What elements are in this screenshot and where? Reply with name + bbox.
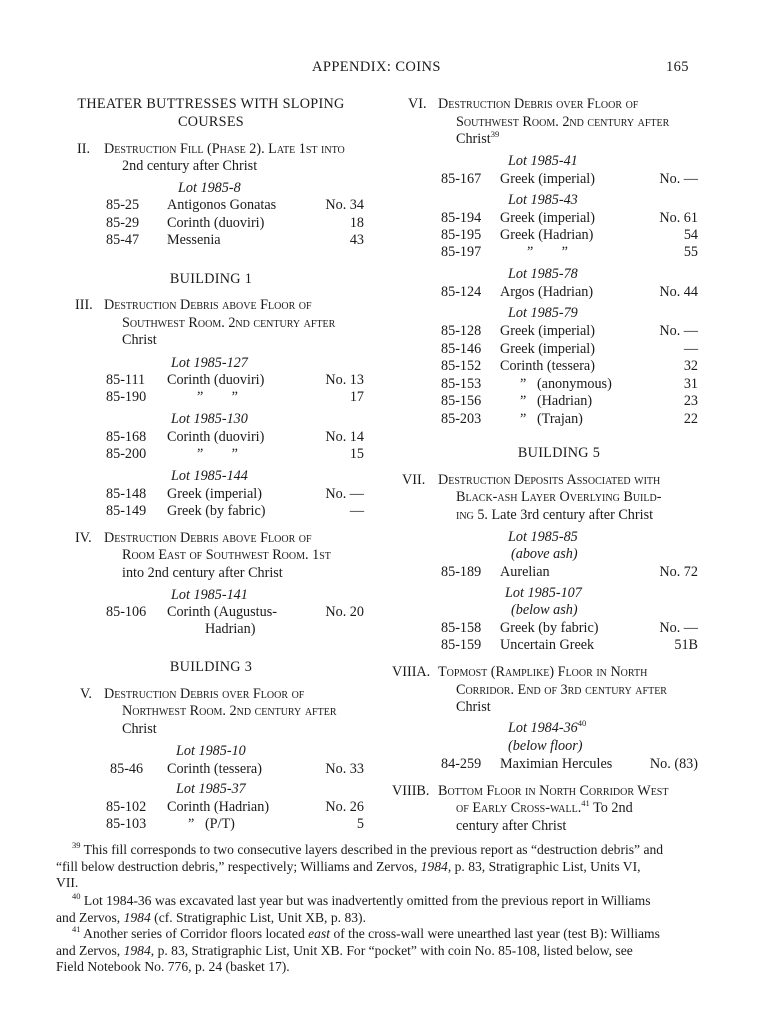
coin-row (0, 604, 380, 638)
coin-catalog-number: No. 44 (659, 284, 698, 300)
footnote-39-text-4: VII. (56, 875, 79, 891)
section-vi-heading-line3 (456, 131, 499, 148)
coin-name: Greek (imperial) (500, 171, 595, 187)
footnote-ref-40: 40 (577, 718, 587, 728)
coin-name: Greek (imperial) (500, 210, 595, 226)
coin-catalog-number: No. — (659, 620, 698, 636)
coin-catalog-number: No. (83) (649, 756, 698, 772)
coin-row (0, 486, 380, 503)
footnote-40 (56, 893, 708, 926)
inventory-number: 85-203 (441, 411, 482, 427)
coin-catalog-number: 15 (349, 446, 364, 462)
section-viiib-heading-line3: century after Christ (456, 818, 567, 834)
coin-catalog-number: — (349, 503, 364, 519)
inventory-number: 85-29 (106, 215, 140, 231)
coin-row (0, 372, 380, 389)
section-vii-heading-line2: Black-ash Layer Overlying Build- (456, 489, 662, 505)
lot-label: Lot 1985-144 (171, 468, 248, 484)
coin-name: Greek (by fabric) (500, 620, 599, 636)
inventory-number: 85-168 (106, 429, 147, 445)
section-vi-number: VI. (408, 96, 427, 112)
section-iv-heading-line3: into 2nd century after Christ (122, 565, 283, 581)
coin-name: Aurelian (500, 564, 550, 580)
coin-catalog-number: No. 61 (659, 210, 698, 226)
lot-label: Lot 1985-8 (178, 180, 241, 196)
footnote-41-year: 1984 (123, 942, 151, 958)
coin-name: ” (anonymous) (520, 376, 612, 392)
lot-label: Lot 1985-37 (176, 781, 246, 797)
lot-label: Lot 1985-141 (171, 587, 248, 603)
coin-catalog-number: 55 (683, 244, 698, 260)
coin-catalog-number: No. 14 (325, 429, 364, 445)
coin-name: ” ” (197, 446, 238, 462)
coin-catalog-number: No. 20 (325, 604, 364, 620)
inventory-number: 85-189 (441, 564, 482, 580)
lot-label (508, 720, 586, 737)
section-vi-heading-line3-text: Christ (456, 131, 491, 147)
coin-catalog-number: 22 (683, 411, 698, 427)
footnote-40-year: 1984 (123, 909, 151, 925)
section-ii-heading-line2: 2nd century after Christ (122, 158, 258, 174)
coin-name: Argos (Hadrian) (500, 284, 594, 300)
inventory-number: 85-159 (441, 637, 482, 653)
coin-name: Corinth (duoviri) (167, 215, 265, 231)
inventory-number: 85-195 (441, 227, 482, 243)
coin-name: Greek (imperial) (500, 341, 595, 357)
coin-name: Uncertain Greek (500, 637, 595, 653)
inventory-number: 85-148 (106, 486, 147, 502)
lot-label: Lot 1985-85 (508, 529, 578, 545)
section-ii-number: II. (77, 141, 90, 157)
section-ii-heading-line1: Destruction Fill (Phase 2). Late 1st into (104, 141, 345, 157)
inventory-number: 85-149 (106, 503, 147, 519)
coin-catalog-number: — (683, 341, 698, 357)
coin-name: Greek (by fabric) (167, 503, 266, 519)
footnote-39 (56, 842, 708, 892)
running-header-title: APPENDIX: COINS (312, 59, 441, 75)
footnote-40-mark: 40 (72, 891, 81, 901)
coin-name: Corinth (tessera) (167, 761, 262, 777)
coin-row (0, 389, 380, 406)
footnote-41-text-3: and Zervos, (56, 942, 124, 958)
lot-context-note: (above ash) (511, 546, 578, 562)
section-v-heading-line3: Christ (122, 721, 157, 737)
lot-label: Lot 1985-41 (508, 153, 578, 169)
coin-row (0, 215, 380, 232)
coin-row (380, 227, 762, 244)
inventory-number: 85-167 (441, 171, 482, 187)
section-vii-heading-line3 (456, 507, 653, 524)
section-iii-heading-line3: Christ (122, 332, 157, 348)
inventory-number: 85-194 (441, 210, 482, 226)
coin-row (380, 393, 762, 410)
section-viiib-number: VIIIB. (392, 783, 430, 799)
inventory-number: 85-103 (106, 816, 147, 832)
inventory-number: 85-152 (441, 358, 482, 374)
inventory-number: 85-128 (441, 323, 482, 339)
footnote-39-text-1: This fill corresponds to two consecutive layers described in the previous report as “destruction debris” and (80, 842, 664, 857)
lot-context-note: (below floor) (508, 738, 583, 754)
coin-name: Corinth (duoviri) (167, 429, 265, 445)
coin-catalog-number: No. 34 (325, 197, 364, 213)
section-iii-heading-line1: Destruction Debris above Floor of (104, 297, 312, 313)
inventory-number: 85-25 (106, 197, 140, 213)
coin-catalog-number: 18 (349, 215, 364, 231)
footnote-41-east: east (308, 926, 331, 941)
coin-name-continued: Hadrian) (205, 621, 256, 637)
footnote-39-text-3: , p. 83, Stratigraphic List, Units VI, (447, 858, 641, 874)
lot-label: Lot 1985-127 (171, 355, 248, 371)
building-1-heading: BUILDING 1 (169, 271, 253, 287)
footnote-40-text-1: Lot 1984-36 was excavated last year but was inadvertently omitted from the previous report in Williams (80, 893, 651, 908)
section-iii-number: III. (75, 297, 93, 313)
coin-name: Antigonos Gonatas (167, 197, 277, 213)
inventory-number: 85-197 (441, 244, 482, 260)
section-vii-heading-line3-sc: ing (456, 507, 474, 523)
coin-catalog-number: 5 (356, 816, 364, 832)
coin-row (380, 637, 762, 654)
coin-row (380, 244, 762, 261)
section-viiib-heading-line2-text: To 2nd (589, 800, 633, 816)
section-iii-heading-line2-text: Southwest Room. 2nd century after (122, 315, 336, 331)
page-number: 165 (666, 59, 689, 75)
coin-row (0, 429, 380, 446)
coin-catalog-number: No. — (325, 486, 364, 502)
footnote-ref-39: 39 (490, 129, 500, 139)
coin-row (0, 761, 380, 778)
footnote-41-text-1: Another series of Corridor floors located (80, 926, 309, 941)
section-viiia-heading-line3: Christ (456, 699, 491, 715)
footnote-41-text-5: Field Notebook No. 776, p. 24 (basket 17). (56, 959, 290, 975)
coin-name: Greek (imperial) (167, 486, 262, 502)
coin-catalog-number: 54 (683, 227, 698, 243)
coin-row (380, 411, 762, 428)
section-vi-heading-line2: Southwest Room. 2nd century after (456, 114, 670, 130)
coin-name: Corinth (tessera) (500, 358, 595, 374)
inventory-number: 85-200 (106, 446, 147, 462)
coin-row (380, 376, 762, 393)
section-iv-heading-line1: Destruction Debris above Floor of (104, 530, 312, 546)
inventory-number: 85-106 (106, 604, 147, 620)
coin-catalog-number: 51B (674, 637, 698, 653)
inventory-number: 85-47 (106, 232, 140, 248)
section-iv-heading-line2: Room East of Southwest Room. 1st (122, 547, 331, 563)
section-vii-heading-line3-text: 5. Late 3rd century after Christ (473, 507, 654, 523)
section-viiib-heading-line2-sc: of Early Cross-wall. (456, 800, 582, 816)
footnote-40-text-2: and Zervos, (56, 909, 124, 925)
coin-row (0, 816, 380, 833)
lot-context-note: (below ash) (511, 602, 578, 618)
section-v-heading-line1: Destruction Debris over Floor of (104, 686, 305, 702)
coin-catalog-number: 32 (683, 358, 698, 374)
inventory-number: 84-259 (441, 756, 482, 772)
coin-name: Corinth (duoviri) (167, 372, 265, 388)
coin-row (0, 799, 380, 816)
section-vii-number: VII. (402, 472, 426, 488)
coin-name: Greek (imperial) (500, 323, 595, 339)
section-v-heading-line2: Northwest Room. 2nd century after (122, 703, 337, 719)
inventory-number: 85-153 (441, 376, 482, 392)
section-title-line1: THEATER BUTTRESSES WITH SLOPING (77, 96, 345, 112)
coin-name: Greek (Hadrian) (500, 227, 594, 243)
footnote-41-mark: 41 (72, 924, 81, 934)
coin-name: Corinth (Hadrian) (167, 799, 270, 815)
inventory-number: 85-158 (441, 620, 482, 636)
lot-label: Lot 1985-43 (508, 192, 578, 208)
coin-name: ” ” (527, 244, 568, 260)
lot-label: Lot 1985-10 (176, 743, 246, 759)
coin-row (380, 756, 762, 773)
coin-name: Maximian Hercules (500, 756, 613, 772)
lot-label: Lot 1985-79 (508, 305, 578, 321)
section-iv-number: IV. (75, 530, 92, 546)
coin-name: ” (Trajan) (520, 411, 583, 427)
section-vii-heading-line1: Destruction Deposits Associated with (438, 472, 661, 488)
section-viiib-heading-line1: Bottom Floor in North Corridor West (438, 783, 669, 799)
footnote-41 (56, 926, 708, 976)
coin-row (0, 446, 380, 463)
coin-name: Corinth (Augustus- (167, 604, 277, 620)
lot-label: Lot 1985-107 (505, 585, 582, 601)
coin-catalog-number: No. — (659, 323, 698, 339)
coin-row (0, 232, 380, 249)
inventory-number: 85-146 (441, 341, 482, 357)
coin-catalog-number: 31 (683, 376, 698, 392)
coin-catalog-number: 17 (349, 389, 364, 405)
inventory-number: 85-156 (441, 393, 482, 409)
section-viiia-number: VIIIA. (392, 664, 431, 680)
section-vi-heading-line1: Destruction Debris over Floor of (438, 96, 639, 112)
coin-catalog-number: No. 33 (325, 761, 364, 777)
building-5-heading: BUILDING 5 (517, 445, 601, 461)
footnote-41-text-2: of the cross-wall were unearthed last year (test B): Williams (330, 926, 660, 941)
coin-name: ” ” (197, 389, 238, 405)
inventory-number: 85-190 (106, 389, 147, 405)
coin-row (380, 171, 762, 188)
section-viiia-heading-line2: Corridor. End of 3rd century after (456, 682, 667, 698)
coin-catalog-number: 23 (683, 393, 698, 409)
footnote-39-mark: 39 (72, 840, 81, 850)
footnote-41-text-4: , p. 83, Stratigraphic List, Unit XB. For “pocket” with coin No. 85-108, listed below, see (150, 942, 633, 958)
lot-label: Lot 1985-130 (171, 411, 248, 427)
coin-row (380, 210, 762, 227)
coin-row (380, 358, 762, 375)
inventory-number: 85-46 (110, 761, 144, 777)
coin-row (380, 564, 762, 581)
coin-catalog-number: No. — (659, 171, 698, 187)
coin-name: ” (Hadrian) (520, 393, 593, 409)
coin-row (380, 284, 762, 301)
coin-catalog-number: No. 72 (659, 564, 698, 580)
coin-catalog-number: No. 13 (325, 372, 364, 388)
coin-row (0, 197, 380, 214)
section-title-line2: COURSES (178, 114, 244, 130)
section-ii-heading (104, 141, 345, 158)
section-viiia-heading-line1: Topmost (Ramplike) Floor in North (438, 664, 648, 680)
coin-name: Messenia (167, 232, 221, 248)
lot-label-text: Lot 1984-36 (508, 720, 578, 736)
lot-label: Lot 1985-78 (508, 266, 578, 282)
coin-name: ” (P/T) (188, 816, 235, 832)
footnote-40-text-3: (cf. Stratigraphic List, Unit XB, p. 83). (150, 909, 366, 925)
coin-row (380, 341, 762, 358)
inventory-number: 85-111 (106, 372, 146, 388)
footnote-39-year: 1984 (420, 858, 448, 874)
coin-catalog-number: 43 (349, 232, 364, 248)
coin-row (380, 620, 762, 637)
inventory-number: 85-102 (106, 799, 147, 815)
section-viiib-heading-line2 (456, 800, 633, 817)
coin-row (0, 503, 380, 520)
section-iii-heading-line2 (122, 315, 335, 332)
coin-row (380, 323, 762, 340)
section-v-number: V. (80, 686, 92, 702)
coin-catalog-number: No. 26 (325, 799, 364, 815)
building-3-heading: BUILDING 3 (169, 659, 253, 675)
footnote-ref-41: 41 (581, 798, 590, 808)
footnote-39-text-2: “fill below destruction debris,” respectively; Williams and Zervos, (56, 858, 421, 874)
inventory-number: 85-124 (441, 284, 482, 300)
